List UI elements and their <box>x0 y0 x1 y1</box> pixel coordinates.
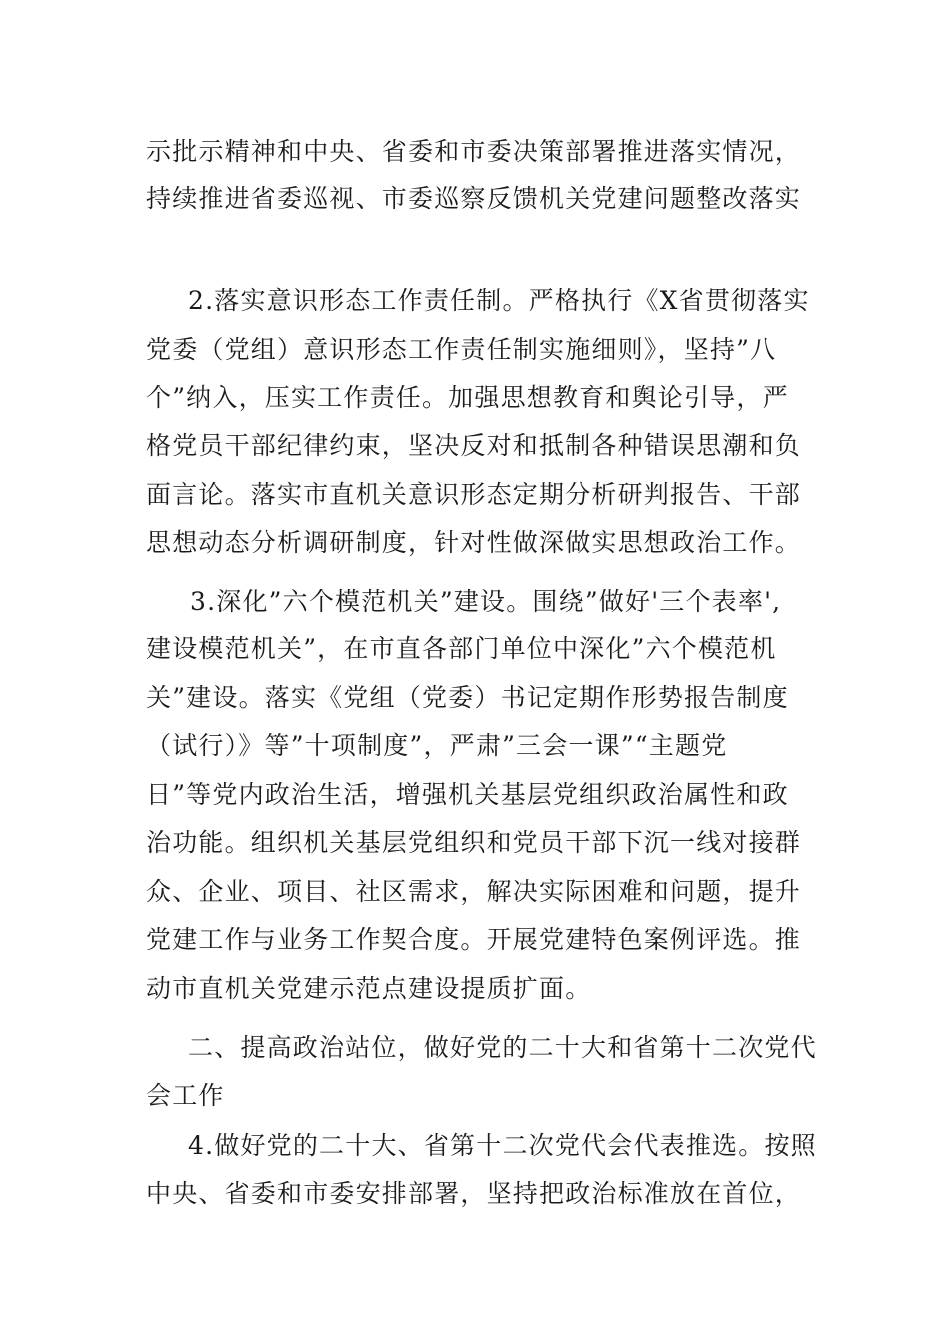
text-line-17: 动市直机关党建示范点建设提质扩面。 <box>146 974 592 1003</box>
paragraph-3-heading-line: 3.深化”六个模范机关”建设。围绕”做好'三个表率', <box>190 587 782 616</box>
section-2-heading-line-2: 会工作 <box>146 1081 225 1110</box>
text-line-1: 示批示精神和中央、省委和市委决策部署推进落实情况， <box>146 137 802 166</box>
text-line-5: 个”纳入，压实工作责任。加强思想教育和舆论引导，严 <box>146 383 789 412</box>
text-line-15: 众、企业、项目、社区需求，解决实际困难和问题，提升 <box>146 877 802 906</box>
paragraph-4-heading-line: 4.做好党的二十大、省第十二次党代会代表推选。按照 <box>188 1131 817 1160</box>
section-2-heading-line: 二、提高政治站位，做好党的二十大和省第十二次党代 <box>188 1033 817 1062</box>
text-line-2: 持续推进省委巡视、市委巡察反馈机关党建问题整改落实 <box>146 184 802 213</box>
text-line-14: 治功能。组织机关基层党组织和党员干部下沉一线对接群 <box>146 828 802 857</box>
paragraph-2-heading-line: 2.落实意识形态工作责任制。严格执行《X省贯彻落实 <box>188 286 810 315</box>
text-line-8: 思想动态分析调研制度，针对性做深做实思想政治工作。 <box>146 528 802 557</box>
text-line-13: 日”等党内政治生活，增强机关基层党组织政治属性和政 <box>146 780 789 809</box>
text-line-6: 格党员干部纪律约束，坚决反对和抵制各种错误思潮和负 <box>146 431 802 460</box>
text-line-4: 党委（党组）意识形态工作责任制实施细则》，坚持”八 <box>146 335 777 364</box>
text-line-16: 党建工作与业务工作契合度。开展党建特色案例评选。推 <box>146 925 802 954</box>
text-line-21: 中央、省委和市委安排部署，坚持把政治标准放在首位， <box>146 1179 802 1208</box>
text-line-10: 建设模范机关”，在市直各部门单位中深化”六个模范机 <box>146 634 777 663</box>
text-line-12: （试行）》等”十项制度”，严肃”三会一课”“主题党 <box>146 731 728 760</box>
text-line-7: 面言论。落实市直机关意识形态定期分析研判报告、干部 <box>146 480 802 509</box>
text-line-11: 关”建设。落实《党组（党委）书记定期作形势报告制度 <box>146 683 789 712</box>
